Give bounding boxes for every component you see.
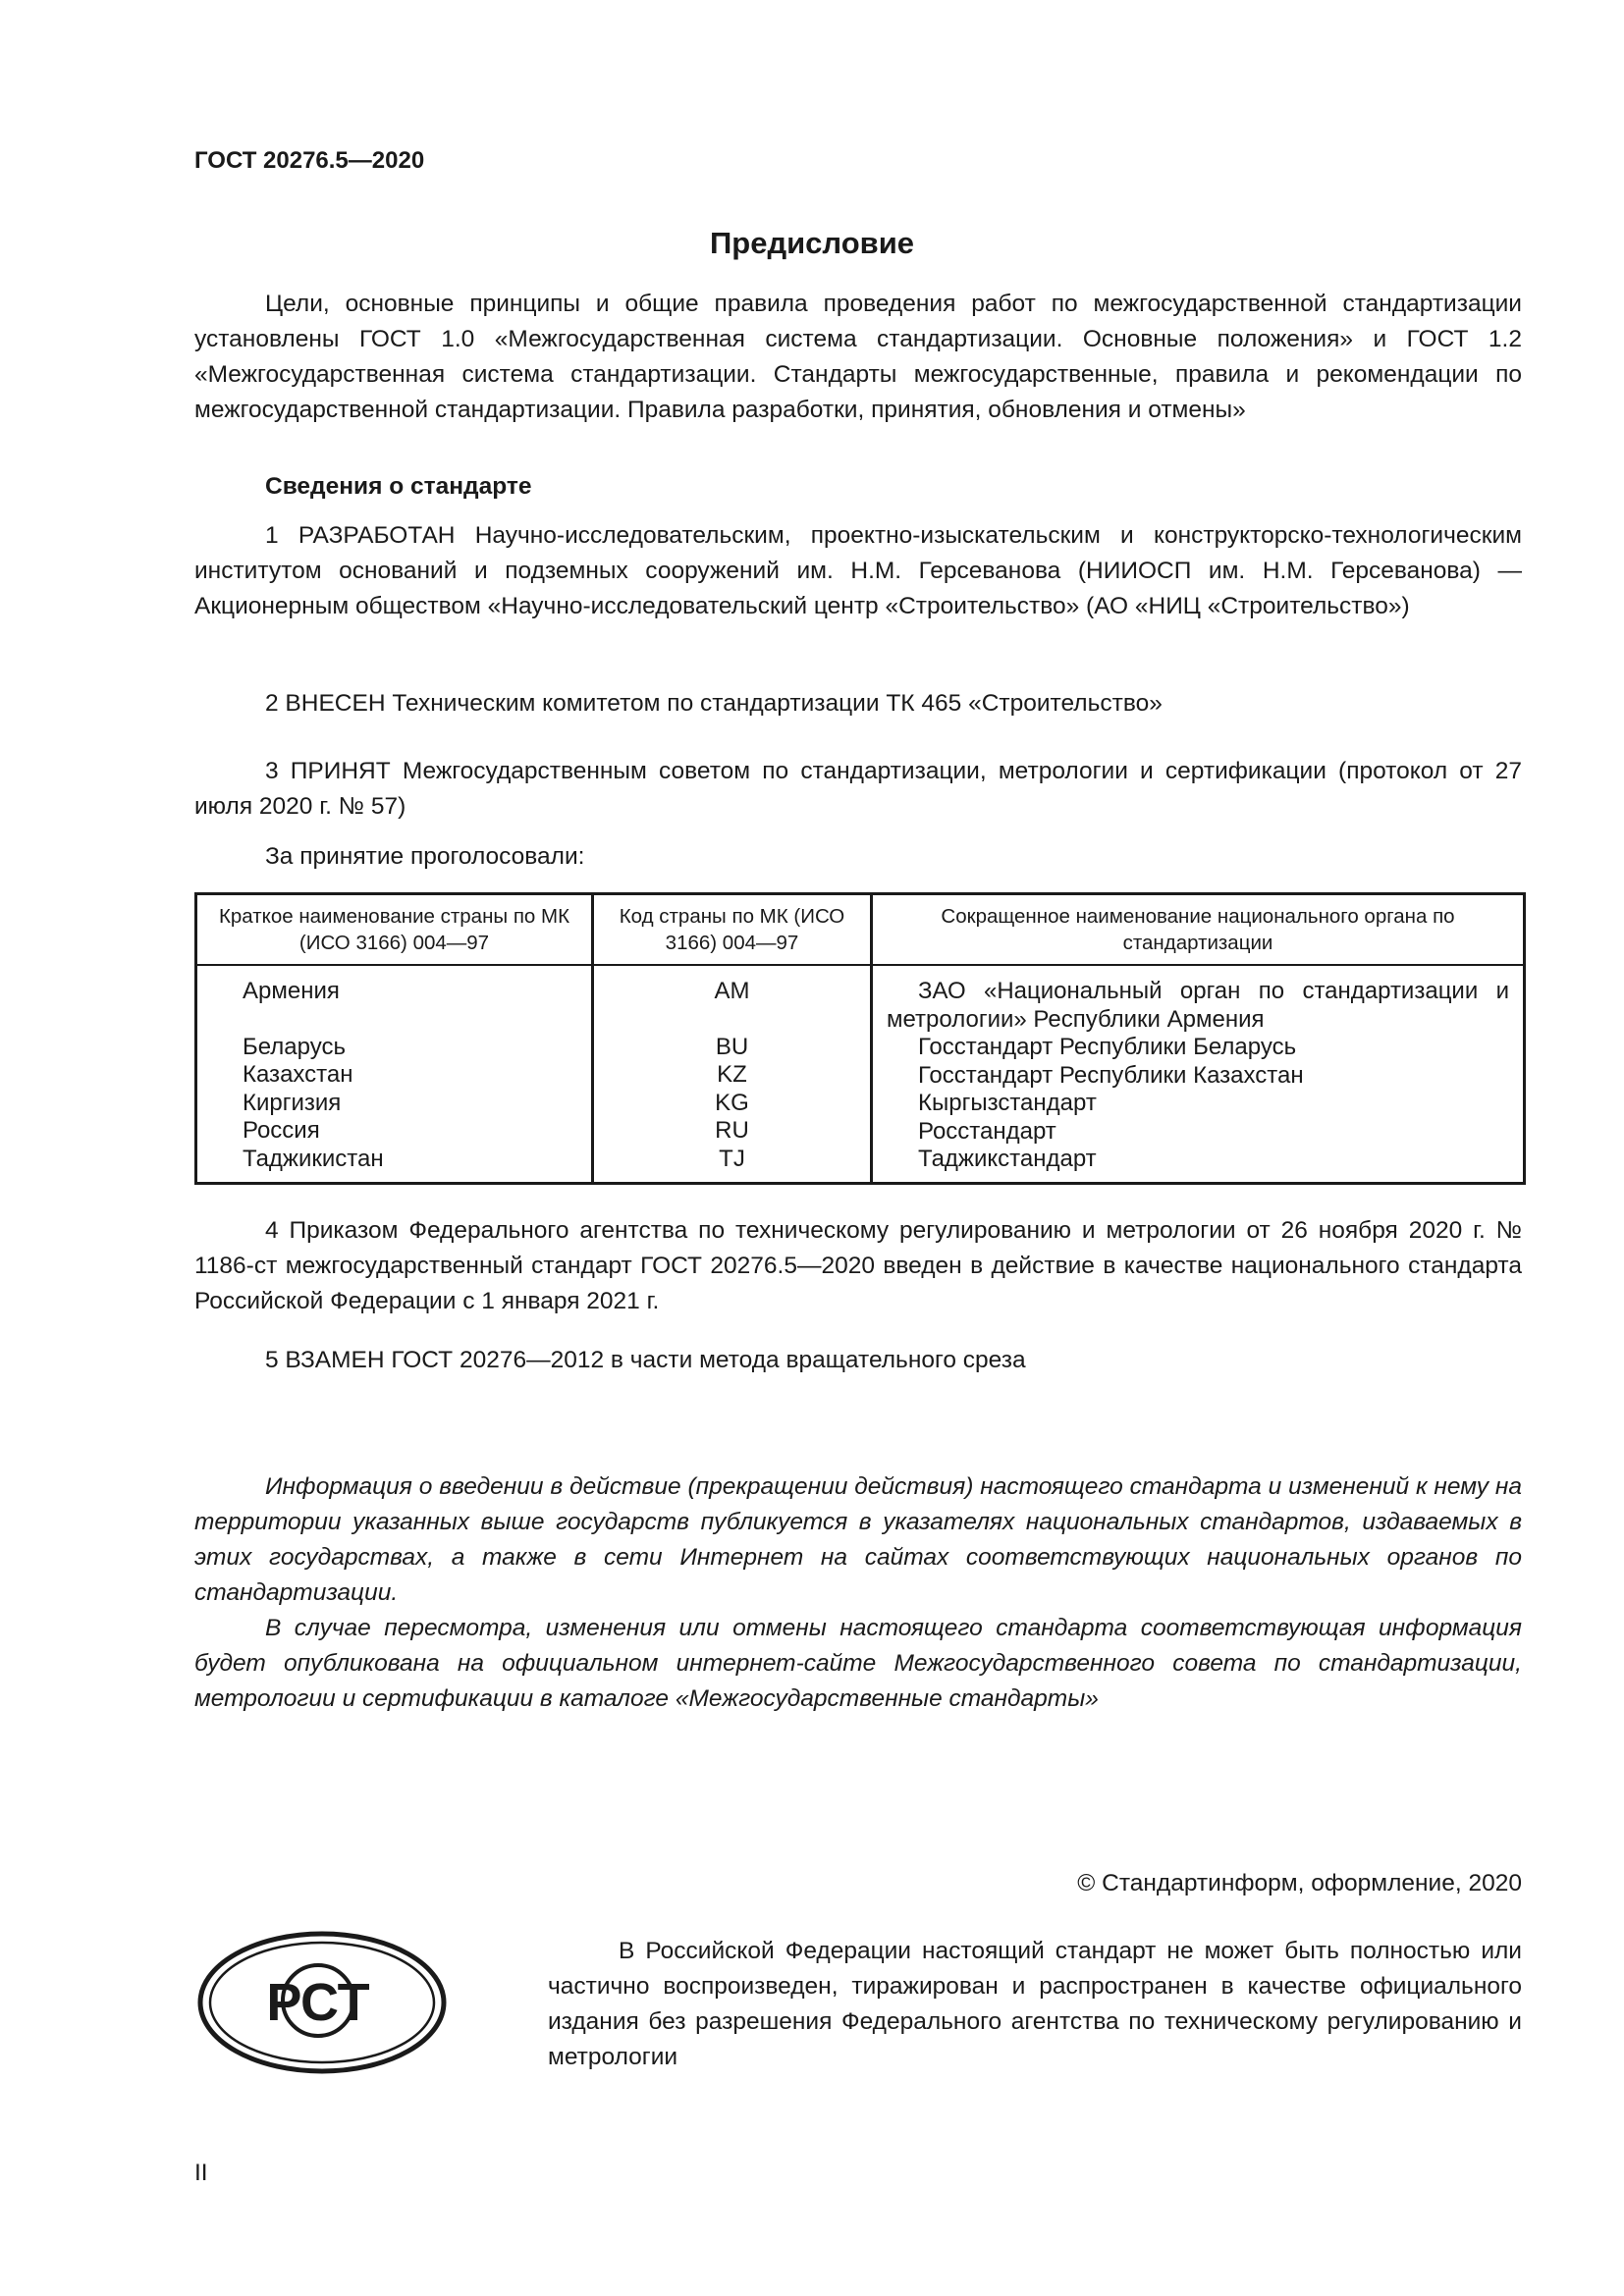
table-cell: RU [715, 1117, 749, 1144]
table-cell: Казахстан [243, 1061, 353, 1088]
table-cell: KZ [717, 1061, 747, 1088]
table-cell: ЗАО «Национальный орган по стандартизации и метрологии» Республики Армения [887, 978, 1509, 1033]
column-body [872, 965, 1525, 1184]
table-cell: Росстандарт [918, 1117, 1056, 1145]
table-cell: Госстандарт Республики Беларусь [918, 1034, 1297, 1060]
reproduction-notice: В Российской Федерации настоящий стандарт не может быть полностью или частично воспроизведен, тиражирован и распространен в качестве официального издания без разрешения Федерального агентства по техническому регулированию и метрологии [548, 1938, 1522, 2070]
table-cell: Россия [243, 1117, 320, 1144]
table-cell: Таджикистан [243, 1145, 384, 1172]
column-code [593, 965, 872, 1184]
item-developed: 1 РАЗРАБОТАН Научно-исследовательским, проектно-изыскательским и конструкторско-технологическим институтом оснований и подземных сооружений им. Н.М. Герсеванова (НИИОСП им. Н.М. Герсеванова) — Акционерным обществом «Научно-исследовательский центр «Строительство» (АО «НИЦ «Строительство») [194, 522, 1522, 619]
table-cell: Киргизия [243, 1089, 342, 1116]
table-cell: Беларусь [243, 1033, 346, 1060]
table-header-row [196, 894, 1525, 966]
table-cell: AM [714, 978, 750, 1004]
item-replaces: 5 ВЗАМЕН ГОСТ 20276—2012 в части метода вращательного среза [265, 1347, 1026, 1373]
item-introduced: 2 ВНЕСЕН Техническим комитетом по стандартизации ТК 465 «Строительство» [265, 690, 1163, 717]
notice-paragraph-1: Информация о введении в действие (прекращении действия) настоящего стандарта и изменений к нему на территории указанных выше государств публикуется в указателях национальных стандартов, издаваемых в этих государствах, а также в сети Интернет на сайтах соответствующих национальных органов по стандартизации. [194, 1473, 1522, 1606]
logo-text: РСТ [266, 1973, 370, 2032]
info-heading: Сведения о стандарте [265, 473, 532, 500]
header-code: Код страны по МК (ИСО 3166) 004—97 [593, 894, 872, 966]
header-country: Краткое наименование страны по МК (ИСО 3166) 004—97 [196, 894, 593, 966]
table-cell: Армения [243, 978, 340, 1004]
item-adopted: 3 ПРИНЯТ Межгосударственным советом по стандартизации, метрологии и сертификации (протокол от 27 июля 2020 г. № 57) [194, 758, 1522, 820]
page-number: II [194, 2160, 208, 2186]
table-cell: Госстандарт Республики Казахстан [918, 1061, 1304, 1089]
rst-logo-icon [194, 1928, 450, 2077]
table-cell: Кыргызстандарт [918, 1090, 1097, 1116]
copyright: © Стандартинформ, оформление, 2020 [1077, 1870, 1522, 1896]
notice-paragraph-2: В случае пересмотра, изменения или отмены настоящего стандарта соответствующая информация будет опубликована на официальном интернет-сайте Межгосударственного совета по стандартизации, метрологии и сертификации в каталоге «Межгосударственные стандарты» [194, 1615, 1522, 1712]
column-country [196, 965, 593, 1184]
table-cell: KG [715, 1089, 749, 1116]
document-code: ГОСТ 20276.5—2020 [194, 147, 425, 174]
table-cell: TJ [719, 1145, 745, 1172]
table-body [196, 965, 1525, 1184]
header-body: Сокращенное наименование национального органа по стандартизации [872, 894, 1525, 966]
page-title: Предисловие [709, 226, 914, 260]
voted-label: За принятие проголосовали: [265, 843, 585, 870]
intro-paragraph: Цели, основные принципы и общие правила проведения работ по межгосударственной стандартизации установлены ГОСТ 1.0 «Межгосударственная система стандартизации. Основные положения» и ГОСТ 1.2 «Межгосударственная система стандартизации. Стандарты межгосударственные, правила и рекомендации по межгосударственной стандартизации. Правила разработки, принятия, обновления и отмены» [194, 291, 1522, 423]
table-cell: Таджикстандарт [918, 1146, 1097, 1172]
item-order: 4 Приказом Федерального агентства по техническому регулированию и метрологии от 26 ноября 2020 г. № 1186-ст межгосударственный стандарт ГОСТ 20276.5—2020 введен в действие в качестве национального стандарта Российской Федерации с 1 января 2021 г. [194, 1217, 1522, 1314]
table-cell: BU [715, 1033, 749, 1060]
vote-table [194, 892, 1526, 1185]
